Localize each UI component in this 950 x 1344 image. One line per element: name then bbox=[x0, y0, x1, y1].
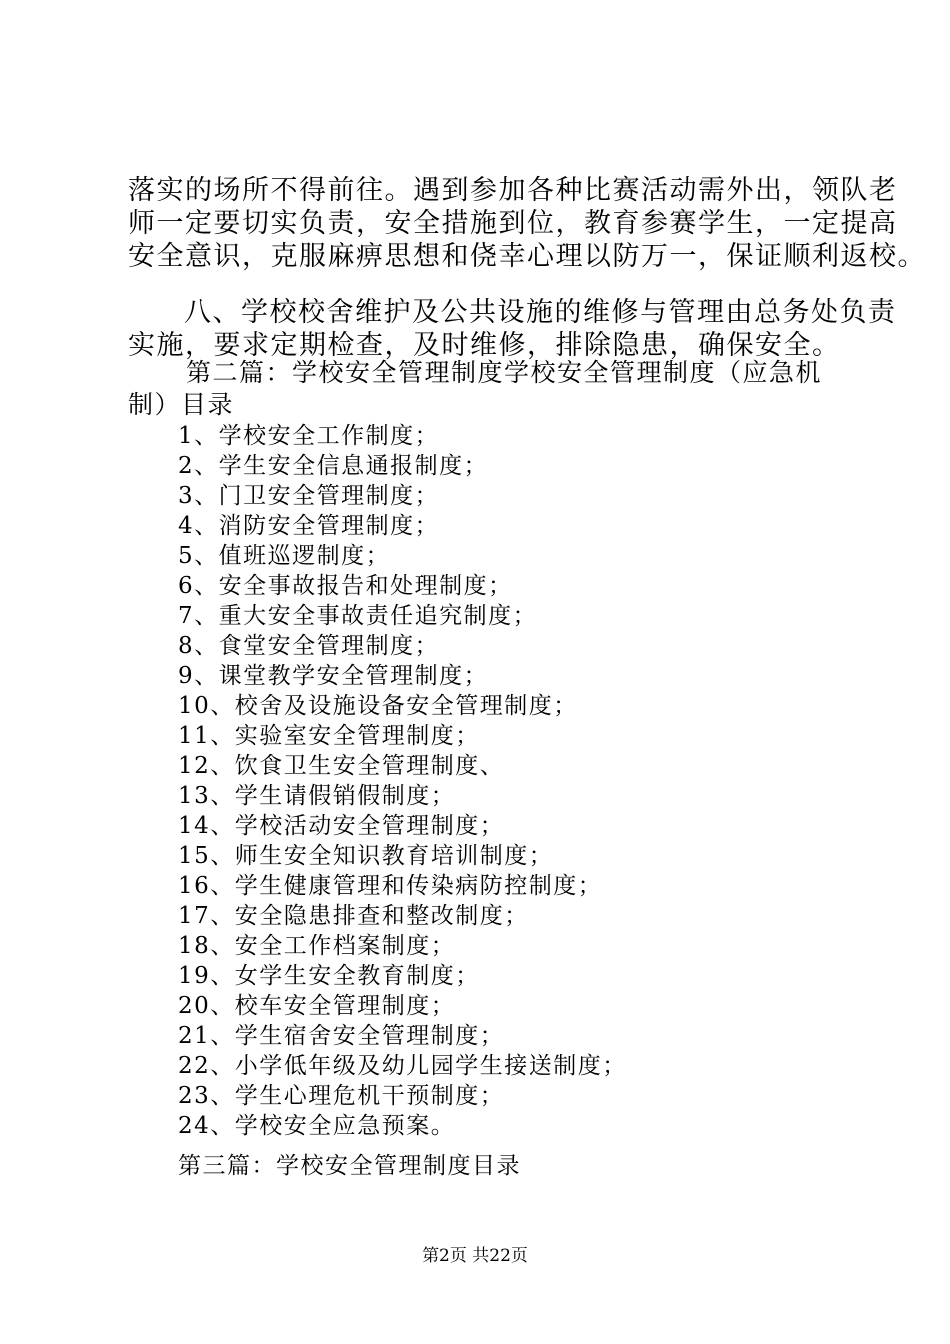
toc-item: 16、学生健康管理和传染病防控制度； bbox=[178, 873, 603, 899]
toc-item: 8、食堂安全管理制度； bbox=[178, 633, 440, 659]
paragraph-line: 师一定要切实负责，安全措施到位，教育参赛学生，一定提高 bbox=[128, 208, 898, 239]
toc-item: 5、值班巡逻制度； bbox=[178, 543, 391, 569]
toc-item: 13、学生请假销假制度； bbox=[178, 783, 456, 809]
toc-item: 2、学生安全信息通报制度； bbox=[178, 453, 489, 479]
toc-item: 7、重大安全事故责任追究制度； bbox=[178, 603, 538, 629]
toc-item: 18、安全工作档案制度； bbox=[178, 933, 456, 959]
paragraph-line: 安全意识，克服麻痹思想和侥幸心理以防万一，保证顺利返校。 bbox=[128, 241, 926, 272]
toc-item: 15、师生安全知识教育培训制度； bbox=[178, 843, 554, 869]
toc-item: 21、学生宿舍安全管理制度； bbox=[178, 1023, 505, 1049]
toc-item: 23、学生心理危机干预制度； bbox=[178, 1083, 505, 1109]
paragraph-line: 落实的场所不得前往。遇到参加各种比赛活动需外出，领队老 bbox=[128, 175, 898, 206]
toc-item: 10、校舍及设施设备安全管理制度； bbox=[178, 693, 578, 719]
section-two-heading bbox=[128, 357, 840, 421]
toc-item: 9、课堂教学安全管理制度； bbox=[178, 663, 489, 689]
toc-item: 11、实验室安全管理制度； bbox=[178, 723, 480, 749]
heading-line: 第二篇：学校安全管理制度学校安全管理制度（应急机 bbox=[186, 358, 823, 387]
paragraph-line: 实施，要求定期检查，及时维修，排除隐患，确保安全。 bbox=[128, 330, 841, 361]
toc-item: 22、小学低年级及幼儿园学生接送制度； bbox=[178, 1053, 627, 1079]
paragraph-continuation bbox=[128, 174, 926, 273]
toc-item: 4、消防安全管理制度； bbox=[178, 513, 440, 539]
toc-item: 6、安全事故报告和处理制度； bbox=[178, 573, 513, 599]
heading-line: 制）目录 bbox=[128, 390, 235, 419]
toc-item: 14、学校活动安全管理制度； bbox=[178, 813, 505, 839]
toc-item: 12、饮食卫生安全管理制度、 bbox=[178, 753, 505, 779]
toc-item: 17、安全隐患排查和整改制度； bbox=[178, 903, 529, 929]
toc-item: 3、门卫安全管理制度； bbox=[178, 483, 440, 509]
toc-item: 20、校车安全管理制度； bbox=[178, 993, 456, 1019]
paragraph-line: 八、学校校舍维护及公共设施的维修与管理由总务处负责 bbox=[184, 297, 897, 328]
paragraph-item-eight bbox=[128, 296, 897, 362]
table-of-contents bbox=[178, 421, 840, 1141]
toc-item: 19、女学生安全教育制度； bbox=[178, 963, 480, 989]
section-three-heading: 第三篇：学校安全管理制度目录 bbox=[178, 1153, 521, 1179]
toc-item: 24、学校安全应急预案。 bbox=[178, 1113, 456, 1139]
toc-item: 1、学校安全工作制度； bbox=[178, 423, 440, 449]
page-number-footer: 第2页 共22页 bbox=[422, 1246, 528, 1266]
